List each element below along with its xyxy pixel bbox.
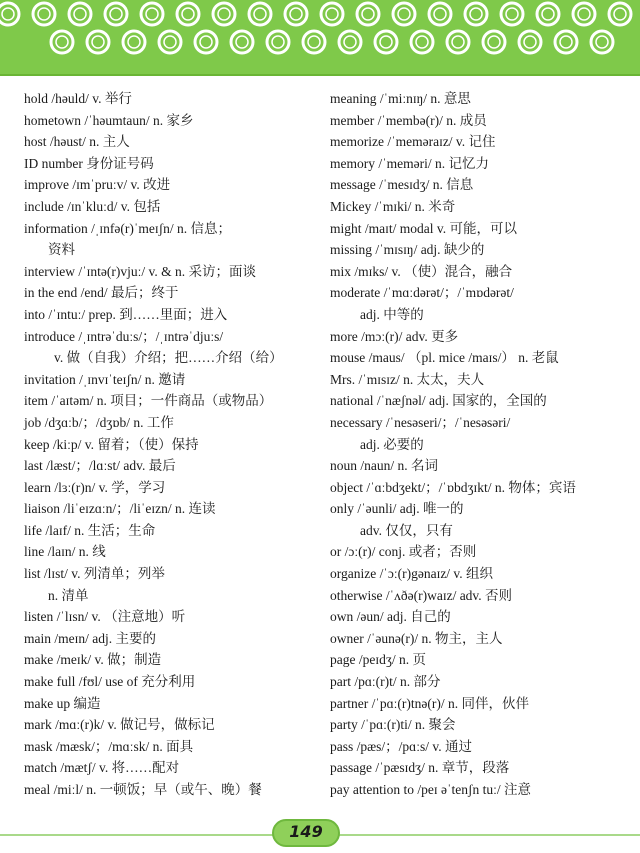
- word-entry-missing: missing /ˈmɪsɪŋ/ adj. 缺少的: [330, 242, 485, 258]
- word-entry-improve: improve /ɪmˈpruːv/ v. 改进: [24, 177, 171, 193]
- word-entry-mrs: Mrs. /ˈmɪsɪz/ n. 太太，夫人: [330, 371, 485, 387]
- word-entry-passage: passage /ˈpæsɪdʒ/ n. 章节，段落: [330, 760, 510, 776]
- ring-inner-icon: [38, 8, 50, 20]
- word-entry-information-cont: 资料: [48, 242, 75, 258]
- word-entry-in-the-end: in the end /end/ 最后；终于: [24, 285, 179, 301]
- word-entry-introduce-cont: v. 做（自我）介绍；把……介绍（给）: [54, 350, 283, 366]
- word-entry-hometown: hometown /ˈhəumtaun/ n. 家乡: [24, 112, 194, 128]
- word-entry-memorize: memorize /ˈmeməraɪz/ v. 记住: [330, 134, 496, 150]
- word-entry-learn: learn /lɜː(r)n/ v. 学，学习: [24, 479, 166, 495]
- word-entry-mix: mix /mɪks/ v. （使）混合，融合: [330, 263, 513, 279]
- word-entry-more: more /mɔː(r)/ adv. 更多: [330, 328, 459, 344]
- word-entry-necessary-cont: adj. 必要的: [360, 436, 424, 452]
- page-number: 149: [289, 822, 323, 841]
- ring-icon: [303, 31, 325, 53]
- word-entry-moderate: moderate /ˈmɑːdərət/；/ˈmɒdərət/: [330, 285, 514, 301]
- word-entry-item: item /ˈaɪtəm/ n. 项目；一件商品（或物品）: [24, 393, 273, 409]
- word-entry-party: party /ˈpɑː(r)ti/ n. 聚会: [330, 717, 456, 733]
- ring-icon: [447, 31, 469, 53]
- word-entry-id-number: ID number 身份证号码: [24, 155, 154, 171]
- ring-icon: [51, 31, 73, 53]
- word-entry-meal: meal /miːl/ n. 一顿饭；早（或午、晚）餐: [24, 782, 262, 797]
- word-entry-moderate-cont: adj. 中等的: [360, 306, 424, 322]
- word-entry-page: page /peɪdʒ/ n. 页: [330, 652, 426, 668]
- ring-icon: [609, 3, 631, 25]
- word-entry-object: object /ˈɑːbdʒekt/；/ˈɒbdʒɪkt/ n. 物体；宾语: [330, 479, 576, 495]
- ring-inner-icon: [272, 36, 284, 48]
- word-entry-national: national /ˈnæʃnəl/ adj. 国家的，全国的: [330, 393, 547, 409]
- word-entry-listen: listen /ˈlɪsn/ v. （注意地）听: [24, 609, 186, 625]
- word-entry-noun: noun /naun/ n. 名词: [330, 458, 438, 474]
- ring-inner-icon: [452, 36, 464, 48]
- ring-icon: [177, 3, 199, 25]
- left-word-list: [24, 88, 316, 801]
- ring-icon: [465, 3, 487, 25]
- ring-icon: [393, 3, 415, 25]
- ring-inner-icon: [308, 36, 320, 48]
- word-entry-partner: partner /ˈpɑː(r)tnə(r)/ n. 同伴，伙伴: [330, 695, 529, 711]
- ring-icon: [141, 3, 163, 25]
- ring-icon: [357, 3, 379, 25]
- word-entry-pass: pass /pæs/；/pɑːs/ v. 通过: [330, 738, 472, 754]
- word-entry-information: information /ˌɪnfə(r)ˈmeɪʃn/ n. 信息；: [24, 220, 231, 236]
- ring-icon: [411, 31, 433, 53]
- ring-icon: [249, 3, 271, 25]
- header-band: [0, 0, 640, 76]
- word-entry-mouse: mouse /maus/ （pl. mice /maɪs/） n. 老鼠: [330, 350, 559, 366]
- ring-inner-icon: [110, 8, 122, 20]
- ring-inner-icon: [380, 36, 392, 48]
- ring-inner-icon: [326, 8, 338, 20]
- ring-icon: [33, 3, 55, 25]
- ring-inner-icon: [470, 8, 482, 20]
- ring-inner-icon: [416, 36, 428, 48]
- ring-inner-icon: [236, 36, 248, 48]
- word-entry-pay-attention-to: pay attention to /peɪ əˈtenʃn tuː/ 注意: [330, 782, 531, 797]
- word-entry-line: line /laɪn/ n. 线: [24, 544, 106, 560]
- ring-inner-icon: [74, 8, 86, 20]
- word-entry-liaison: liaison /liˈeɪzɑːn/；/liˈeɪzn/ n. 连读: [24, 501, 216, 517]
- ring-inner-icon: [560, 36, 572, 48]
- ring-icon: [0, 3, 19, 25]
- ring-icon: [105, 3, 127, 25]
- ring-icon: [537, 3, 559, 25]
- ring-inner-icon: [614, 8, 626, 20]
- ring-inner-icon: [254, 8, 266, 20]
- word-entry-only-cont: adv. 仅仅，只有: [360, 522, 453, 538]
- ring-inner-icon: [146, 8, 158, 20]
- ring-icon: [339, 31, 361, 53]
- ring-icon: [267, 31, 289, 53]
- word-entry-memory: memory /ˈmeməri/ n. 记忆力: [330, 155, 489, 171]
- word-entry-main: main /meɪn/ adj. 主要的: [24, 630, 156, 646]
- word-entry-owner: owner /ˈəunə(r)/ n. 物主，主人: [330, 630, 503, 646]
- word-entry-member: member /ˈmembə(r)/ n. 成员: [330, 112, 487, 128]
- word-entry-make-up: make up 编造: [24, 695, 101, 711]
- word-entry-job: job /dʒɑːb/；/dʒɒb/ n. 工作: [24, 414, 174, 430]
- ring-inner-icon: [434, 8, 446, 20]
- word-entry-meaning: meaning /ˈmiːnɪŋ/ n. 意思: [330, 91, 471, 106]
- word-entry-match: match /mætʃ/ v. 将……配对: [24, 760, 180, 776]
- ring-inner-icon: [56, 36, 68, 48]
- word-entry-might: might /maɪt/ modal v. 可能，可以: [330, 220, 517, 236]
- ring-icon: [123, 31, 145, 53]
- ring-icon: [519, 31, 541, 53]
- ring-icon: [501, 3, 523, 25]
- ring-inner-icon: [506, 8, 518, 20]
- ring-icon: [87, 31, 109, 53]
- ring-inner-icon: [578, 8, 590, 20]
- ring-icon: [69, 3, 91, 25]
- ring-icon: [231, 31, 253, 53]
- ring-inner-icon: [542, 8, 554, 20]
- ring-icon: [159, 31, 181, 53]
- ring-icon: [555, 31, 577, 53]
- ring-icon: [483, 31, 505, 53]
- word-entry-introduce: introduce /ˌɪntrəˈduːs/；/ˌɪntrəˈdjuːs/: [24, 328, 224, 344]
- word-entry-list-cont: n. 清单: [48, 587, 89, 603]
- ring-inner-icon: [164, 36, 176, 48]
- word-entry-last: last /læst/；/lɑːst/ adv. 最后: [24, 458, 176, 474]
- ring-inner-icon: [128, 36, 140, 48]
- word-entry-invitation: invitation /ˌɪnvɪˈteɪʃn/ n. 邀请: [24, 371, 186, 387]
- ring-inner-icon: [92, 36, 104, 48]
- ring-icon: [321, 3, 343, 25]
- ring-icon: [591, 31, 613, 53]
- ring-inner-icon: [182, 8, 194, 20]
- word-entry-list: list /lɪst/ v. 列清单；列举: [24, 566, 165, 582]
- ring-icon: [375, 31, 397, 53]
- ring-icon: [429, 3, 451, 25]
- word-entry-part: part /pɑː(r)t/ n. 部分: [330, 674, 441, 690]
- ring-inner-icon: [488, 36, 500, 48]
- word-entry-otherwise: otherwise /ˈʌðə(r)waɪz/ adv. 否则: [330, 587, 513, 603]
- word-entry-mickey: Mickey /ˈmɪki/ n. 米奇: [330, 198, 456, 214]
- word-entry-message: message /ˈmesɪdʒ/ n. 信息: [330, 177, 474, 193]
- word-entry-into: into /ˈɪntuː/ prep. 到……里面；进入: [24, 306, 228, 322]
- word-entry-keep: keep /kiːp/ v. 留着；（使）保持: [24, 436, 199, 452]
- word-entry-necessary: necessary /ˈnesəseri/；/ˈnesəsəri/: [330, 414, 511, 430]
- word-entry-include: include /ɪnˈkluːd/ v. 包括: [24, 198, 161, 214]
- ring-icon: [573, 3, 595, 25]
- word-entry-only: only /ˈəunli/ adj. 唯一的: [330, 501, 464, 517]
- ring-inner-icon: [218, 8, 230, 20]
- ring-icon: [285, 3, 307, 25]
- ring-inner-icon: [290, 8, 302, 20]
- word-entry-host: host /həust/ n. 主人: [24, 134, 130, 150]
- word-entry-life: life /laɪf/ n. 生活；生命: [24, 522, 156, 538]
- word-entry-make: make /meɪk/ v. 做；制造: [24, 652, 162, 668]
- word-entry-mark: mark /mɑː(r)k/ v. 做记号，做标记: [24, 717, 215, 733]
- ring-inner-icon: [398, 8, 410, 20]
- ring-icon: [195, 31, 217, 53]
- white-ring-pattern-icon: [0, 0, 640, 70]
- ring-inner-icon: [200, 36, 212, 48]
- word-entry-or: or /ɔː(r)/ conj. 或者；否则: [330, 544, 477, 560]
- right-word-list: [330, 88, 630, 801]
- ring-inner-icon: [2, 8, 14, 20]
- word-entry-hold: hold /həuld/ v. 举行: [24, 91, 132, 106]
- ring-inner-icon: [524, 36, 536, 48]
- word-entry-own: own /əun/ adj. 自己的: [330, 609, 451, 625]
- ring-inner-icon: [344, 36, 356, 48]
- ring-inner-icon: [596, 36, 608, 48]
- word-entry-mask: mask /mæsk/；/mɑːsk/ n. 面具: [24, 738, 194, 754]
- word-entry-interview: interview /ˈɪntə(r)vjuː/ v. & n. 采访；面谈: [24, 263, 256, 279]
- word-entry-organize: organize /ˈɔː(r)gənaɪz/ v. 组织: [330, 566, 494, 582]
- word-entry-make-full-use-of: make full /fʊl/ use of 充分利用: [24, 674, 196, 690]
- ring-icon: [213, 3, 235, 25]
- ring-inner-icon: [362, 8, 374, 20]
